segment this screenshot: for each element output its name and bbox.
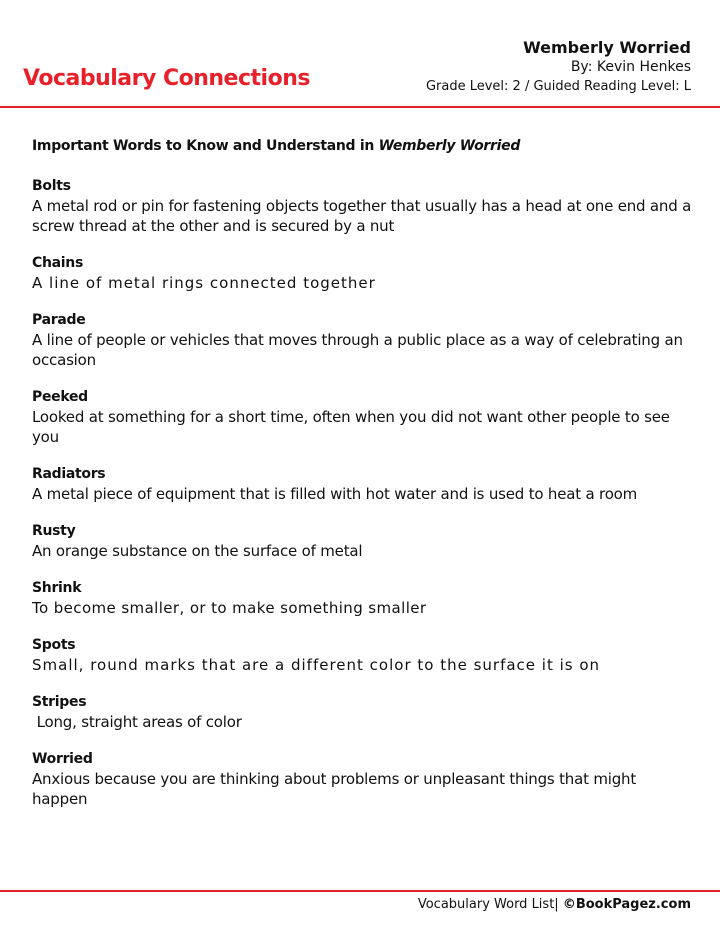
vocabulary-list — [32, 136, 692, 826]
vocab-definition: An orange substance on the surface of metal — [32, 542, 363, 560]
vocab-term: Worried — [32, 751, 93, 767]
vocab-term: Chains — [32, 255, 83, 271]
vocab-term: Stripes — [32, 694, 87, 710]
vocab-entry — [32, 310, 692, 370]
vocab-term: Rusty — [32, 523, 76, 539]
footer-label: Vocabulary Word List| — [417, 897, 563, 912]
book-info — [426, 38, 691, 96]
vocab-definition: To become smaller, or to make something smaller — [32, 599, 427, 617]
vocab-entry — [32, 521, 692, 561]
vocab-term: Peeked — [32, 389, 88, 405]
author: By: Kevin Henkes — [570, 59, 691, 75]
vocab-term: Radiators — [32, 466, 106, 482]
vocab-definition: A line of people or vehicles that moves through a public place as a way of celebrating an occasion — [32, 331, 683, 369]
vocab-definition: Long, straight areas of color — [32, 713, 242, 731]
vocab-entry — [32, 464, 692, 504]
vocab-term: Spots — [32, 637, 76, 653]
vocab-term: Bolts — [32, 178, 71, 194]
heading-book-title: Wemberly Worried — [378, 138, 521, 154]
vocab-entry — [32, 749, 692, 809]
vocab-term: Shrink — [32, 580, 82, 596]
footer-brand: ©BookPagez.com — [562, 897, 691, 912]
vocab-term: Parade — [32, 312, 86, 328]
vocab-definition: Looked at something for a short time, often when you did not want other people to see you — [32, 408, 670, 446]
section-title: Vocabulary Connections — [23, 66, 310, 91]
vocab-entry — [32, 387, 692, 447]
vocab-definition: A metal rod or pin for fastening objects together that usually has a head at one end and a screw thread at the other and is secured by a nut — [32, 197, 692, 235]
vocab-definition: Anxious because you are thinking about problems or unpleasant things that might happen — [32, 770, 637, 808]
vocab-entry — [32, 253, 692, 293]
page-heading: Important Words to Know and Understand in Wemberly Worried — [32, 138, 521, 154]
book-title: Wemberly Worried — [523, 38, 691, 57]
vocab-entry — [32, 578, 692, 618]
vocab-entry — [32, 692, 692, 732]
vocab-entry — [32, 176, 692, 236]
footer-divider — [0, 890, 720, 892]
header-divider — [0, 106, 720, 108]
vocab-definition: Small, round marks that are a different color to the surface it is on — [32, 656, 601, 674]
vocab-definition: A line of metal rings connected together — [32, 274, 376, 292]
footer — [418, 897, 691, 912]
vocab-entry — [32, 635, 692, 675]
vocab-definition: A metal piece of equipment that is filled with hot water and is used to heat a room — [32, 485, 638, 503]
reading-level: Grade Level: 2 / Guided Reading Level: L — [425, 79, 691, 94]
